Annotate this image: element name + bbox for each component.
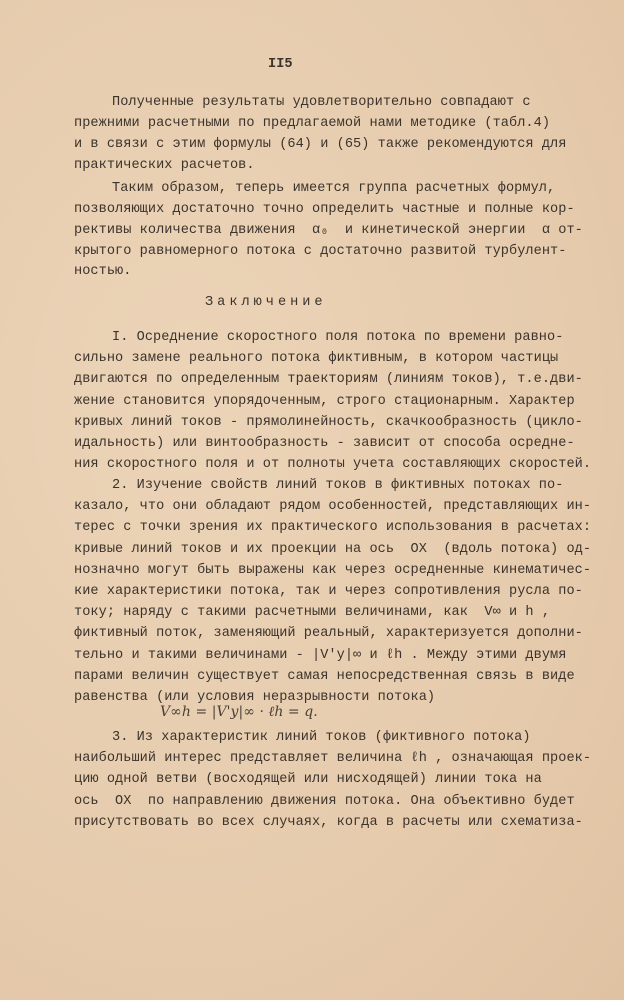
text-line: кривых линий токов - прямолинейность, скачкообразность (цикло- [74, 414, 583, 430]
text-line: жение становится упорядоченным, строго стационарным. Характер [74, 393, 575, 409]
text-line: ния скоростного поля и от полноты учета составляющих скоростей. [74, 457, 592, 473]
text-line: току; наряду с такими расчетными величинами, как V∞ и h , [74, 605, 551, 621]
text-line: рективы количества движения α₀ и кинетической энергии α от- [74, 223, 583, 238]
text-line: кривые линий токов и их проекции на ось OX (вдоль потока) од- [74, 541, 592, 557]
text-line: наибольший интерес представляет величина ℓh , означающая проек- [74, 751, 592, 767]
text-line: практических расчетов. [74, 158, 255, 173]
text-line: прежними расчетными по предлагаемой нами методике (табл.4) [74, 116, 551, 131]
text-line: двигаются по определенным траекториям (линиям токов), т.е.дви- [74, 372, 583, 388]
text-line: цию одной ветви (восходящей или нисходящей) линии тока на [74, 772, 542, 788]
formula: V∞h = |V'y|∞ · ℓh = q. [160, 704, 318, 720]
text-line: I. Осреднение скоростного поля потока по времени равно- [112, 330, 564, 345]
text-line: равенства (или условия неразрывности потока) [74, 690, 436, 705]
text-line: сильно замене реального потока фиктивным, в котором частицы [74, 351, 559, 367]
text-line: нозначно могут быть выражены как через осредненные кинематичес- [74, 562, 592, 578]
text-line: присутствовать во всех случаях, когда в расчеты или схематиза- [74, 814, 583, 830]
text-line: идальность) или винтообразность - зависит от способа осредне- [74, 436, 575, 451]
text-line: ось OX по направлению движения потока. Она объективно будет [74, 793, 575, 809]
text-line: позволяющих достаточно точно определить частные и полные кор- [74, 202, 575, 217]
text-line: кие характеристики потока, так и через сопротивления русла по- [74, 584, 583, 599]
text-line: Таким образом, теперь имеется группа расчетных формул, [112, 181, 556, 196]
text-line: 2. Изучение свойств линий токов в фиктивных потоках по- [112, 478, 564, 493]
text-line: терес с точки зрения их практического использования в расчетах: [74, 520, 592, 536]
text-line: и в связи с этим формулы (64) и (65) также рекомендуются для [74, 137, 567, 152]
text-line: фиктивный поток, заменяющий реальный, характеризуется дополни- [74, 626, 583, 642]
text-line: казало, что они обладают рядом особенностей, представляющих ин- [74, 499, 592, 515]
text-line: тельно и такими величинами - |V'y|∞ и ℓh . Между этими двумя [74, 647, 567, 663]
text-line: крытого равномерного потока с достаточно развитой турбулент- [74, 244, 567, 259]
text-line: парами величин существует самая непосредственная связь в виде [74, 668, 575, 684]
page-number: II5 [268, 57, 293, 72]
text-line: ностью. [74, 264, 132, 279]
section-title: Заключение [205, 295, 327, 310]
text-line: 3. Из характеристик линий токов (фиктивного потока) [112, 730, 531, 745]
text-line: Полученные результаты удовлетворительно совпадают с [112, 95, 531, 110]
